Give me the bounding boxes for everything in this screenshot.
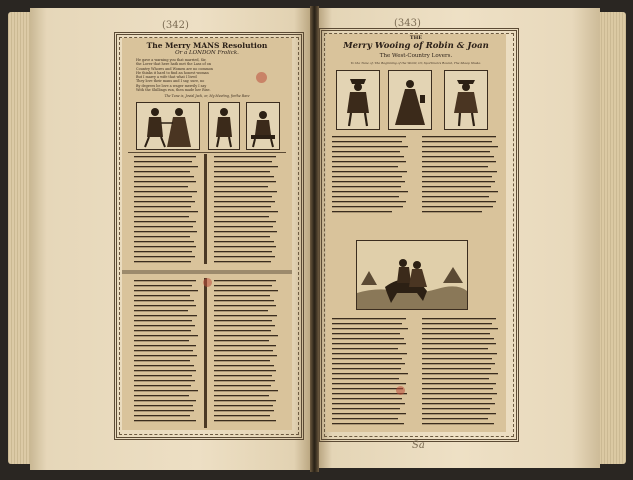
right-broadside-sheet [326,34,506,432]
right-page [318,8,600,468]
library-stamp-mid [203,278,212,287]
right-fore-edge [598,12,626,464]
right-ballad-subtitle: The West-Country Lovers. [379,53,453,59]
left-page [30,8,311,470]
right-tune-line: To the Tune of, The Beginning of the World, Or, Sportman's Round, The Sheep Shake. [350,61,482,65]
right-woodcut-woman [388,70,432,130]
right-ballad-title: Merry Wooing of Robin & Joan [343,41,489,51]
left-text-columns [122,154,292,434]
book-gutter [310,6,319,472]
left-ballad-title: The Merry MANS Resolution [146,41,268,50]
right-woodcut-gentleman [444,70,488,130]
left-broadside-sheet [122,38,292,430]
right-woodcut-riding-scene [356,240,468,310]
right-title-the: THE [409,35,423,41]
right-lower-text [326,316,506,436]
library-stamp-right [396,386,405,395]
left-tune-line: The Tune is, Jovial Jack, or, My Meeting, forthe Rare [164,94,250,98]
left-fore-edge [8,12,32,464]
right-page-number: (343) [394,18,421,29]
right-upper-text [326,134,506,229]
right-woodcut-man [336,70,380,130]
left-woodcut-figure [208,102,240,150]
left-headline-text: He gave a warning you that married, Sir, the Lover that here hath met the Lass of on Country Whores and Women are no common He thinks it hard to find an honest woman But I marry a wife that what I lived They love their mans and I say, sure, no By degrees be love a wager merrily I say With the Shillings run, then made her Rise. [136,58,213,93]
left-page-number: (342) [162,20,189,31]
left-divider-top [128,152,286,153]
left-woodcut-couple [136,102,200,150]
library-stamp [256,72,267,83]
left-ballad-subtitle: Or a LONDON Frolick. [175,50,239,56]
folio-signature-mark: Sa [412,440,425,451]
left-woodcut-seated-figure [246,102,280,150]
